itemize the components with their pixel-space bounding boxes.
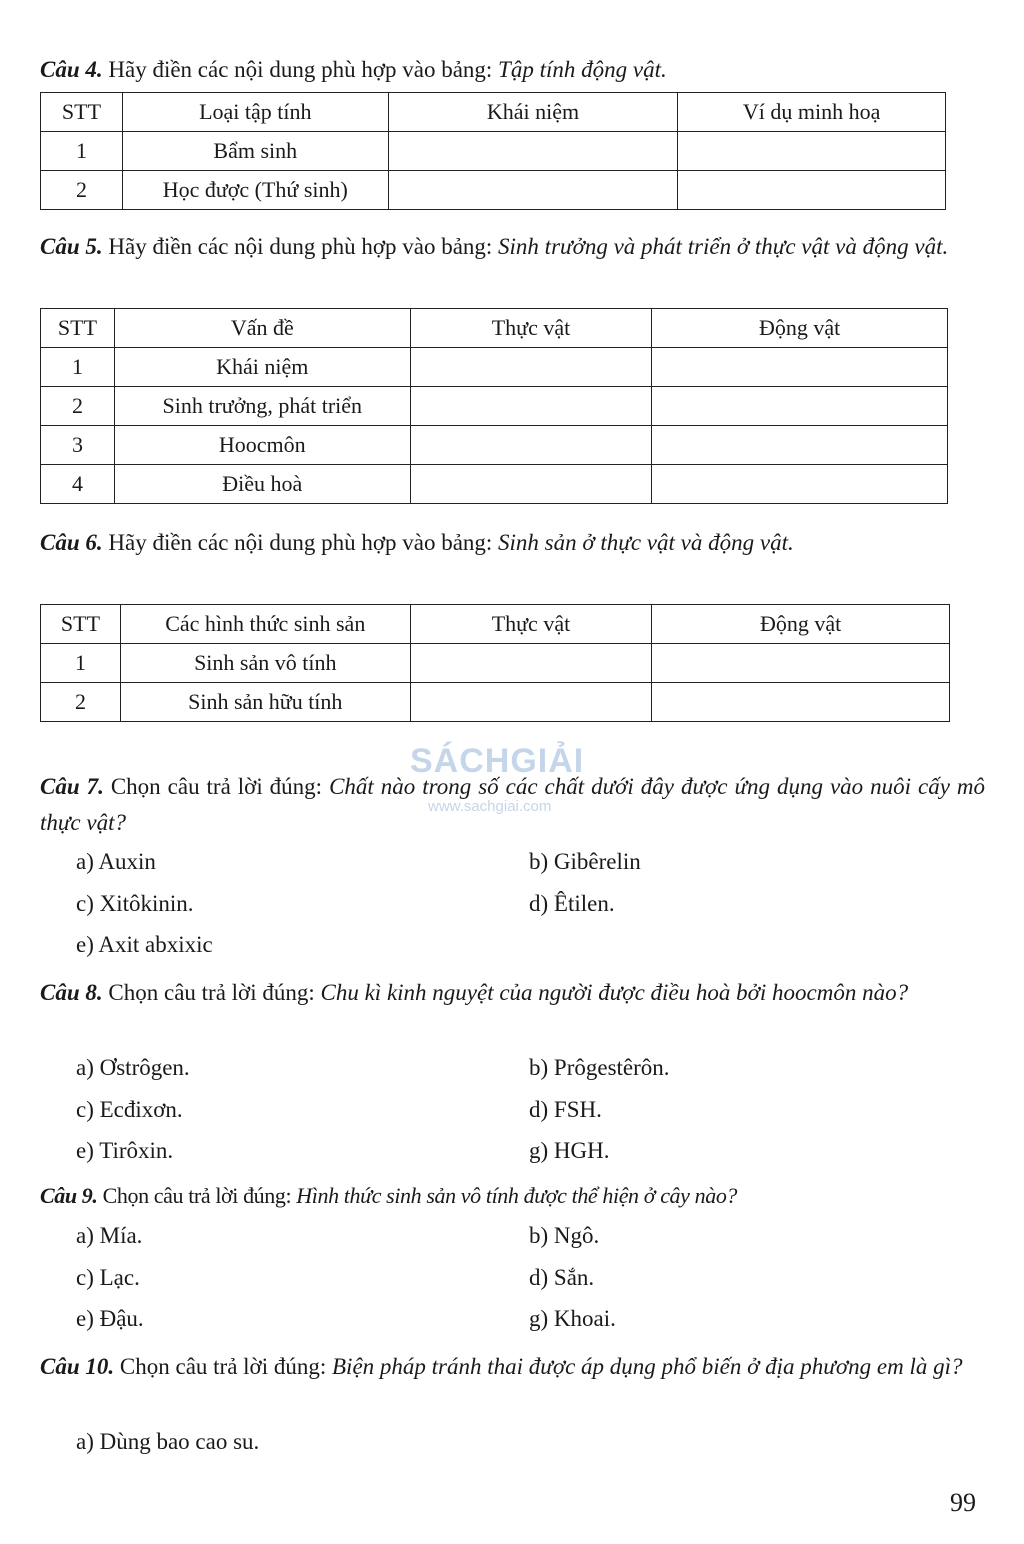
question-5 bbox=[40, 229, 985, 265]
table-cell: Sinh sản hữu tính bbox=[120, 683, 410, 722]
question-10-label: Câu 10. bbox=[40, 1354, 115, 1379]
table-row bbox=[41, 465, 948, 504]
table-cell: Sinh sản vô tính bbox=[120, 644, 410, 683]
question-9-label: Câu 9. bbox=[40, 1183, 98, 1208]
header-cell: Các hình thức sinh sản bbox=[120, 605, 410, 644]
empty-answer-cell[interactable] bbox=[652, 387, 948, 426]
empty-answer-cell[interactable] bbox=[652, 465, 948, 504]
answer-option[interactable]: g) Khoai. bbox=[529, 1306, 616, 1331]
header-cell: Thực vật bbox=[410, 309, 652, 348]
answer-option[interactable]: c) Ecđixơn. bbox=[76, 1096, 183, 1122]
table-cell: 1 bbox=[41, 644, 121, 683]
question-4-text: Hãy điền các nội dung phù hợp vào bảng: bbox=[102, 57, 499, 82]
question-4-topic: Tập tính động vật. bbox=[498, 57, 667, 82]
answer-option[interactable]: d) Êtilen. bbox=[529, 890, 615, 916]
table-cell: Khái niệm bbox=[114, 348, 410, 387]
table-cell: Hoocmôn bbox=[114, 426, 410, 465]
question-10-text: Chọn câu trả lời đúng: bbox=[114, 1354, 332, 1379]
table-row bbox=[41, 644, 950, 683]
question-4 bbox=[40, 52, 985, 88]
answer-option[interactable]: b) Gibêrelin bbox=[529, 849, 641, 874]
table-row bbox=[41, 132, 946, 171]
table-row bbox=[41, 426, 948, 465]
answer-option[interactable]: c) Xitôkinin. bbox=[76, 890, 194, 916]
options-q7 bbox=[76, 849, 976, 974]
options-q8 bbox=[76, 1055, 976, 1180]
header-cell: STT bbox=[41, 605, 121, 644]
empty-answer-cell[interactable] bbox=[410, 426, 652, 465]
empty-answer-cell[interactable] bbox=[388, 171, 678, 210]
question-9-text: Chọn câu trả lời đúng: bbox=[97, 1183, 297, 1208]
table-header-row bbox=[41, 605, 950, 644]
question-7-text: Chọn câu trả lời đúng: bbox=[103, 774, 330, 799]
question-6-topic: Sinh sản ở thực vật và động vật. bbox=[498, 530, 794, 555]
watermark-logo: SÁCHGIẢI bbox=[410, 742, 585, 780]
question-8-label: Câu 8. bbox=[40, 980, 103, 1005]
answer-option[interactable]: a) Ơstrôgen. bbox=[76, 1055, 190, 1080]
header-cell: STT bbox=[41, 309, 115, 348]
answer-option[interactable]: d) FSH. bbox=[529, 1096, 602, 1122]
answer-option[interactable]: a) Mía. bbox=[76, 1223, 143, 1248]
table-header-row bbox=[41, 309, 948, 348]
empty-answer-cell[interactable] bbox=[410, 387, 652, 426]
table-cell: Bẩm sinh bbox=[122, 132, 388, 171]
options-q9 bbox=[76, 1223, 976, 1348]
question-5-topic: Sinh trưởng và phát triển ở thực vật và động vật. bbox=[498, 234, 949, 259]
table-cell: Điều hoà bbox=[114, 465, 410, 504]
answer-option[interactable]: d) Sắn. bbox=[529, 1264, 595, 1290]
table-cell: 2 bbox=[41, 171, 123, 210]
table-row bbox=[41, 348, 948, 387]
question-7-topic: Chất nào trong số các chất dưới đây được ứng dụng vào nuôi cấy mô thực vật? bbox=[40, 774, 985, 835]
question-6-label: Câu 6. bbox=[40, 530, 103, 555]
table-cell: 1 bbox=[41, 348, 115, 387]
answer-option[interactable]: e) Tirôxin. bbox=[76, 1138, 174, 1163]
table-row bbox=[41, 171, 946, 210]
empty-answer-cell[interactable] bbox=[388, 132, 678, 171]
table-row bbox=[41, 683, 950, 722]
empty-answer-cell[interactable] bbox=[652, 426, 948, 465]
question-6 bbox=[40, 525, 985, 561]
watermark-url: www.sachgiai.com bbox=[428, 798, 552, 815]
question-10-topic: Biện pháp tránh thai được áp dụng phổ biến ở địa phương em là gì? bbox=[332, 1354, 963, 1379]
answer-option[interactable]: c) Lạc. bbox=[76, 1264, 140, 1290]
question-4-label: Câu 4. bbox=[40, 57, 103, 82]
empty-answer-cell[interactable] bbox=[410, 644, 652, 683]
header-cell: Động vật bbox=[652, 605, 950, 644]
empty-answer-cell[interactable] bbox=[410, 465, 652, 504]
table-cell: 4 bbox=[41, 465, 115, 504]
question-8-topic: Chu kì kinh nguyệt của người được điều hoà bởi hoocmôn nào? bbox=[320, 980, 909, 1005]
options-q10 bbox=[76, 1429, 976, 1471]
header-cell: STT bbox=[41, 93, 123, 132]
header-cell: Loại tập tính bbox=[122, 93, 388, 132]
header-cell: Động vật bbox=[652, 309, 948, 348]
table-cell: Sinh trưởng, phát triển bbox=[114, 387, 410, 426]
empty-answer-cell[interactable] bbox=[678, 132, 946, 171]
empty-answer-cell[interactable] bbox=[678, 171, 946, 210]
question-9-topic: Hình thức sinh sản vô tính được thể hiện ở cây nào? bbox=[296, 1183, 738, 1208]
empty-answer-cell[interactable] bbox=[652, 348, 948, 387]
table-header-row bbox=[41, 93, 946, 132]
question-9 bbox=[40, 1178, 985, 1214]
answer-option[interactable]: g) HGH. bbox=[529, 1138, 610, 1163]
table-q4 bbox=[40, 92, 946, 210]
empty-answer-cell[interactable] bbox=[410, 348, 652, 387]
question-8-text: Chọn câu trả lời đúng: bbox=[102, 980, 321, 1005]
page-number: 99 bbox=[950, 1488, 976, 1517]
table-cell: 1 bbox=[41, 132, 123, 171]
table-cell: 3 bbox=[41, 426, 115, 465]
answer-option[interactable]: a) Auxin bbox=[76, 849, 156, 874]
question-8 bbox=[40, 975, 985, 1011]
table-cell: Học được (Thứ sinh) bbox=[122, 171, 388, 210]
table-cell: 2 bbox=[41, 387, 115, 426]
empty-answer-cell[interactable] bbox=[652, 683, 950, 722]
header-cell: Thực vật bbox=[410, 605, 652, 644]
empty-answer-cell[interactable] bbox=[410, 683, 652, 722]
empty-answer-cell[interactable] bbox=[652, 644, 950, 683]
question-7 bbox=[40, 769, 985, 841]
table-cell: 2 bbox=[41, 683, 121, 722]
header-cell: Vấn đề bbox=[114, 309, 410, 348]
answer-option[interactable]: e) Axit abxixic bbox=[76, 932, 213, 957]
question-5-text: Hãy điền các nội dung phù hợp vào bảng: bbox=[102, 234, 499, 259]
answer-option[interactable]: a) Dùng bao cao su. bbox=[76, 1429, 260, 1454]
question-6-text: Hãy điền các nội dung phù hợp vào bảng: bbox=[102, 530, 499, 555]
header-cell: Ví dụ minh hoạ bbox=[678, 93, 946, 132]
table-q6 bbox=[40, 604, 950, 722]
question-10 bbox=[40, 1349, 985, 1385]
answer-option[interactable]: b) Prôgestêrôn. bbox=[529, 1055, 670, 1080]
answer-option[interactable]: b) Ngô. bbox=[529, 1223, 600, 1248]
table-row bbox=[41, 387, 948, 426]
answer-option[interactable]: e) Đậu. bbox=[76, 1306, 144, 1331]
question-5-label: Câu 5. bbox=[40, 234, 103, 259]
question-7-label: Câu 7. bbox=[40, 774, 104, 799]
table-q5 bbox=[40, 308, 948, 504]
header-cell: Khái niệm bbox=[388, 93, 678, 132]
